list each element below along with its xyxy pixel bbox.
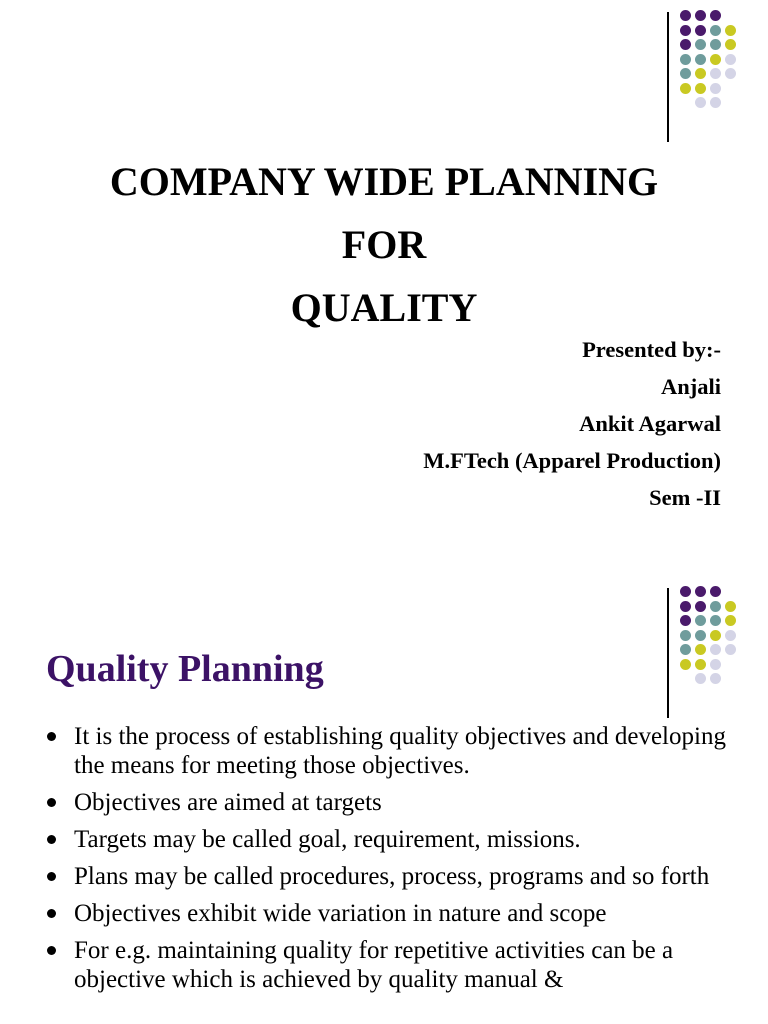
decorative-dot (695, 83, 706, 94)
bullet-text: Targets may be called goal, requirement, missions. (74, 826, 581, 853)
decorative-dot (695, 54, 706, 65)
decorative-dot (680, 39, 691, 50)
decorative-dot (695, 39, 706, 50)
bullet-icon (47, 798, 56, 807)
decorative-dot (680, 83, 691, 94)
list-item (44, 825, 734, 854)
presented-by-label: Presented by:- (582, 337, 721, 362)
presenter-name-2: Ankit Agarwal (579, 411, 721, 436)
bullet-list (44, 722, 734, 1002)
decorative-dot (680, 659, 691, 670)
decorative-dot (695, 615, 706, 626)
decorative-dot (680, 586, 691, 597)
decorative-dot (725, 615, 736, 626)
bullet-text: Objectives are aimed at targets (74, 789, 382, 816)
program-name: M.FTech (Apparel Production) (423, 448, 721, 473)
decorative-dot (725, 644, 736, 655)
semester: Sem -II (649, 485, 721, 510)
divider-line (667, 588, 669, 718)
decorative-dot (725, 54, 736, 65)
decorative-dot (680, 601, 691, 612)
decorative-dot (695, 586, 706, 597)
decorative-dot (710, 586, 721, 597)
bullet-text: Objectives exhibit wide variation in nature and scope (74, 900, 607, 927)
decorative-dot (695, 644, 706, 655)
bullet-icon (47, 909, 56, 918)
decorative-dot-grid (680, 10, 760, 130)
slide-title (0, 150, 768, 339)
decorative-dot (680, 630, 691, 641)
decorative-dot (710, 630, 721, 641)
decorative-dot (695, 68, 706, 79)
bullet-text: For e.g. maintaining quality for repetitive activities can be a objective which is achieved by quality manual & (74, 937, 674, 993)
decorative-dot (695, 97, 706, 108)
decorative-dot (695, 10, 706, 21)
title-line-2: FOR (341, 222, 427, 267)
list-item (44, 788, 734, 817)
decorative-dot (695, 659, 706, 670)
list-item (44, 936, 734, 994)
presenter-name-1: Anjali (660, 374, 721, 399)
decorative-dot (695, 630, 706, 641)
bullet-text: Plans may be called procedures, process, programs and so forth (74, 863, 710, 890)
decorative-dot (710, 25, 721, 36)
decorative-dot (680, 644, 691, 655)
decorative-dot (680, 68, 691, 79)
list-item (44, 862, 734, 891)
decorative-dot (710, 659, 721, 670)
decorative-dot (680, 615, 691, 626)
bullet-icon (47, 732, 56, 741)
decorative-dot (695, 601, 706, 612)
decorative-dot (710, 39, 721, 50)
decorative-dot (710, 83, 721, 94)
decorative-dot (695, 673, 706, 684)
decorative-dot (680, 10, 691, 21)
decorative-dot (710, 10, 721, 21)
title-line-3: QUALITY (290, 285, 478, 330)
decorative-dot (680, 25, 691, 36)
decorative-dot (725, 601, 736, 612)
list-item (44, 899, 734, 928)
decorative-dot (710, 601, 721, 612)
decorative-dot (695, 25, 706, 36)
bullet-icon (47, 946, 56, 955)
list-item (44, 722, 734, 780)
bullet-icon (47, 872, 56, 881)
title-line-1: COMPANY WIDE PLANNING (109, 159, 659, 204)
decorative-dot (710, 54, 721, 65)
content-slide (0, 570, 768, 1024)
bullet-text: It is the process of establishing quality objectives and developing the means for meeting those objectives. (74, 723, 726, 779)
decorative-dot (725, 25, 736, 36)
decorative-dot (680, 54, 691, 65)
decorative-dot (725, 630, 736, 641)
bullet-icon (47, 835, 56, 844)
presenter-info (423, 331, 721, 516)
divider-line (667, 12, 669, 142)
section-heading: Quality Planning (46, 648, 324, 690)
decorative-dot-grid (680, 586, 760, 706)
decorative-dot (710, 68, 721, 79)
decorative-dot (710, 673, 721, 684)
decorative-dot (725, 39, 736, 50)
decorative-dot (710, 644, 721, 655)
decorative-dot (710, 97, 721, 108)
decorative-dot (710, 615, 721, 626)
decorative-dot (725, 68, 736, 79)
